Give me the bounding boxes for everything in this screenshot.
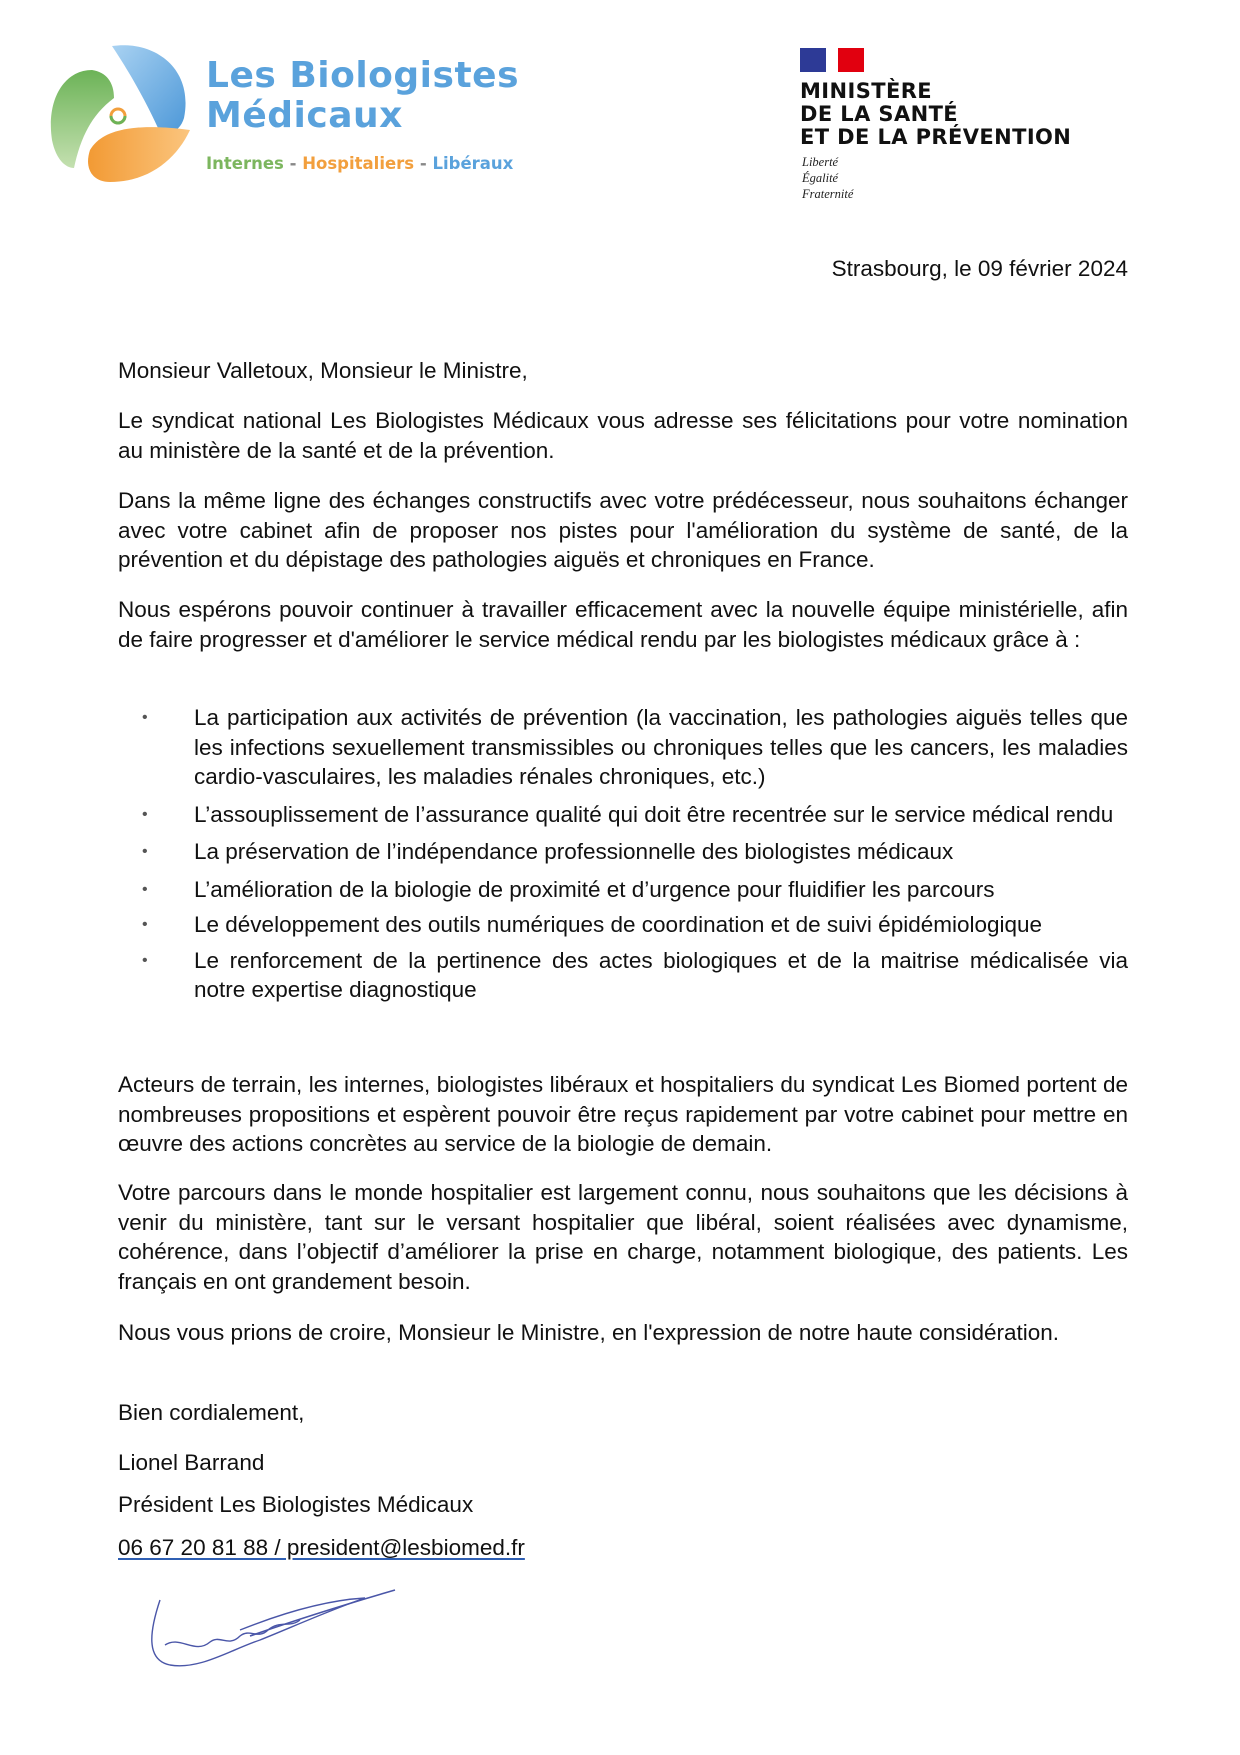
list-item: • Le développement des outils numériques de coordination et de suivi épidémiologique (118, 910, 1128, 940)
list-item: • L’amélioration de la biologie de proximité et d’urgence pour fluidifier les parcours (118, 875, 1128, 905)
signer-title: Président Les Biologistes Médicaux (118, 1492, 474, 1517)
bullet-icon: • (142, 880, 148, 898)
paragraph-cooperation: Nous espérons pouvoir continuer à travailler efficacement avec la nouvelle équipe ministérielle, afin de faire progresser et d'améliorer le service médical rendu par les biologistes médicaux grâce à : (118, 597, 1128, 652)
signer-name: Lionel Barrand (118, 1450, 265, 1475)
logo-title: Les Biologistes Médicaux (206, 55, 519, 136)
triple-drop-logo-icon (44, 40, 194, 190)
ministry-logo (800, 46, 1100, 206)
bullet-icon: • (142, 709, 148, 726)
paragraph-formal-closing: Nous vous prions de croire, Monsieur le Ministre, en l'expression de notre haute considération. (118, 1320, 1060, 1345)
biologistes-medicaux-logo (44, 40, 524, 200)
bullet-icon: • (142, 805, 148, 823)
paragraph-exchange: Dans la même ligne des échanges constructifs avec votre prédécesseur, nous souhaitons échanger avec votre cabinet afin de proposer nos pistes pour l'amélioration du système de santé, de la prévention et du dépistage des pathologies aiguës et chroniques en France. (118, 488, 1128, 572)
bullet-icon: • (142, 916, 148, 933)
bullet-icon: • (142, 843, 148, 860)
closing: Bien cordialement, (118, 1400, 305, 1425)
republic-motto: Liberté Égalité Fraternité (802, 155, 854, 201)
marianne-flag-icon (800, 48, 864, 72)
priorities-list (118, 703, 1128, 1011)
list-item: • L’assouplissement de l’assurance qualité qui doit être recentrée sur le service médical rendu (118, 800, 1128, 830)
paragraph-proposals: Acteurs de terrain, les internes, biologistes libéraux et hospitaliers du syndicat Les Biomed portent de nombreuses propositions et espèrent pouvoir être reçus rapidement par votre cabinet pour mettre en œuvre des actions concrètes au service de la biologie de demain. (118, 1072, 1128, 1156)
paragraph-expectations: Votre parcours dans le monde hospitalier est largement connu, nous souhaitons que les décisions à venir du ministère, tant sur le versant hospitalier que libéral, soient réalisées avec dynamisme, cohérence, dans l’objectif d’améliorer la prise en charge, notamment biologique, des patients. Les français en ont grandement besoin. (118, 1180, 1128, 1294)
logo-subtitle: Internes - Hospitaliers - Libéraux (206, 154, 514, 173)
ministry-name: MINISTÈRE DE LA SANTÉ ET DE LA PRÉVENTION (800, 79, 1072, 149)
paragraph-congratulations: Le syndicat national Les Biologistes Médicaux vous adresse ses félicitations pour votre nomination au ministère de la santé et de la prévention. (118, 408, 1128, 463)
contact-line (118, 1533, 1128, 1563)
contact-link[interactable]: 06 67 20 81 88 / president@lesbiomed.fr (118, 1535, 525, 1560)
list-item: • La préservation de l’indépendance professionnelle des biologistes médicaux (118, 837, 1128, 867)
salutation: Monsieur Valletoux, Monsieur le Ministre, (118, 358, 528, 383)
letter-date: Strasbourg, le 09 février 2024 (831, 256, 1128, 281)
list-item: • Le renforcement de la pertinence des actes biologiques et de la maitrise médicalisée via notre expertise diagnostique (142, 947, 1128, 1002)
handwritten-signature-icon (140, 1570, 400, 1680)
bullet-icon: • (142, 951, 148, 969)
list-item: • La participation aux activités de prévention (la vaccination, les pathologies aiguës telles que les infections sexuellement transmissibles ou chroniques telles que les cancers, les maladies cardio-vasculaires, les maladies rénales chroniques, etc.) (142, 705, 1128, 789)
